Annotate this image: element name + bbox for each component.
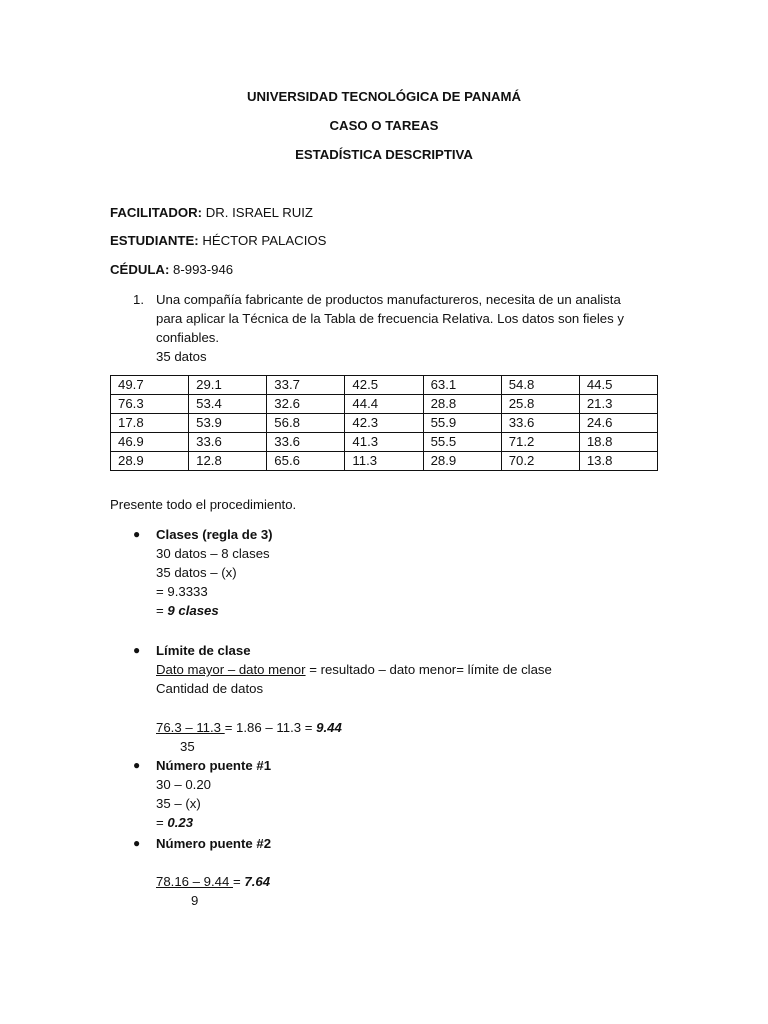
facilitator-value: DR. ISRAEL RUIZ (205, 205, 313, 220)
limite-title: Límite de clase (156, 643, 251, 658)
table-cell: 44.4 (345, 395, 423, 414)
table-row (111, 452, 658, 471)
clases-result: 9 clases (167, 603, 219, 618)
table-cell: 17.8 (111, 414, 189, 433)
table-cell: 11.3 (345, 452, 423, 471)
table-cell: 41.3 (345, 433, 423, 452)
bullet-icon: ● (133, 643, 141, 657)
puente2-section (156, 834, 271, 853)
table-cell: 21.3 (579, 395, 657, 414)
table-cell: 70.2 (501, 452, 579, 471)
problem-statement (156, 290, 624, 366)
limite-calculation (156, 718, 342, 756)
puente1-result-prefix: = (156, 815, 168, 830)
student-value: HÉCTOR PALACIOS (202, 233, 327, 248)
puente2-calc-denominator: 9 (191, 893, 199, 908)
clases-line: = 9.3333 (156, 584, 208, 599)
table-cell: 44.5 (579, 376, 657, 395)
clases-result-line (156, 601, 273, 620)
table-cell: 55.9 (423, 414, 501, 433)
limite-formula-denominator: Cantidad de datos (156, 681, 264, 696)
bullet-icon: ● (133, 758, 141, 772)
table-cell: 33.6 (501, 414, 579, 433)
table-cell: 42.3 (345, 414, 423, 433)
limite-calc-rest: = 1.86 – 11.3 = (224, 720, 317, 735)
limite-section (156, 641, 552, 698)
table-cell: 63.1 (423, 376, 501, 395)
table-cell: 13.8 (579, 452, 657, 471)
table-cell: 53.9 (189, 414, 267, 433)
bullet-icon: ● (133, 527, 141, 541)
clases-section (156, 525, 273, 620)
table-cell: 42.5 (345, 376, 423, 395)
puente2-calc-numerator: 78.16 – 9.44 (156, 874, 233, 889)
table-cell: 55.5 (423, 433, 501, 452)
table-cell: 76.3 (111, 395, 189, 414)
puente1-title: Número puente #1 (156, 758, 272, 773)
puente2-calc-line (156, 872, 270, 891)
puente1-line: 35 – (x) (156, 796, 201, 811)
table-cell: 25.8 (501, 395, 579, 414)
id-value: 8-993-946 (173, 262, 234, 277)
puente2-calculation (156, 872, 270, 910)
table-cell: 24.6 (579, 414, 657, 433)
clases-line: 30 datos – 8 clases (156, 546, 270, 561)
table-cell: 18.8 (579, 433, 657, 452)
facilitator-label: FACILITADOR: (110, 205, 203, 220)
table-cell: 53.4 (189, 395, 267, 414)
table-row (111, 433, 658, 452)
bullet-icon: ● (133, 836, 141, 850)
data-table (110, 375, 658, 471)
limite-calc-denominator: 35 (180, 739, 195, 754)
procedure-intro: Presente todo el procedimiento. (110, 497, 297, 512)
table-cell: 32.6 (267, 395, 345, 414)
limite-calc-numerator: 76.3 – 11.3 (156, 720, 225, 735)
table-cell: 28.9 (423, 452, 501, 471)
puente1-section (156, 756, 271, 832)
problem-number: 1. (133, 292, 144, 307)
problem-line: para aplicar la Técnica de la Tabla de frecuencia Relativa. Los datos son fieles y (156, 311, 624, 326)
table-row (111, 414, 658, 433)
table-cell: 28.9 (111, 452, 189, 471)
puente1-result: 0.23 (167, 815, 194, 830)
student-label: ESTUDIANTE: (110, 233, 199, 248)
table-cell: 29.1 (189, 376, 267, 395)
puente1-line: 30 – 0.20 (156, 777, 211, 792)
problem-data-count: 35 datos (156, 349, 207, 364)
table-cell: 49.7 (111, 376, 189, 395)
table-cell: 33.7 (267, 376, 345, 395)
table-cell: 12.8 (189, 452, 267, 471)
table-cell: 28.8 (423, 395, 501, 414)
id-line (110, 260, 233, 279)
table-row (111, 376, 658, 395)
limite-formula-rest: = resultado – dato menor= límite de clase (305, 662, 552, 677)
table-cell: 46.9 (111, 433, 189, 452)
university-title: UNIVERSIDAD TECNOLÓGICA DE PANAMÁ (246, 89, 521, 104)
table-cell: 33.6 (189, 433, 267, 452)
puente2-calc-result: 7.64 (244, 874, 271, 889)
limite-formula (156, 660, 552, 679)
table-cell: 56.8 (267, 414, 345, 433)
student-line (110, 231, 326, 250)
course-title: ESTADÍSTICA DESCRIPTIVA (295, 147, 473, 162)
clases-line: 35 datos – (x) (156, 565, 237, 580)
table-row (111, 395, 658, 414)
id-label: CÉDULA: (110, 262, 170, 277)
limite-calc-line (156, 718, 342, 737)
facilitator-line (110, 203, 313, 222)
puente2-calc-rest: = (233, 874, 245, 889)
clases-title: Clases (regla de 3) (156, 527, 273, 542)
problem-line: Una compañía fabricante de productos manufactureros, necesita de un analista (156, 292, 621, 307)
limite-formula-numerator: Dato mayor – dato menor (156, 662, 306, 677)
assignment-title: CASO O TAREAS (329, 118, 439, 133)
puente2-title: Número puente #2 (156, 836, 272, 851)
problem-line: confiables. (156, 330, 220, 345)
table-cell: 33.6 (267, 433, 345, 452)
limite-calc-result: 9.44 (316, 720, 342, 735)
table-cell: 54.8 (501, 376, 579, 395)
clases-result-prefix: = (156, 603, 168, 618)
puente1-result-line (156, 813, 271, 832)
table-cell: 71.2 (501, 433, 579, 452)
table-cell: 65.6 (267, 452, 345, 471)
